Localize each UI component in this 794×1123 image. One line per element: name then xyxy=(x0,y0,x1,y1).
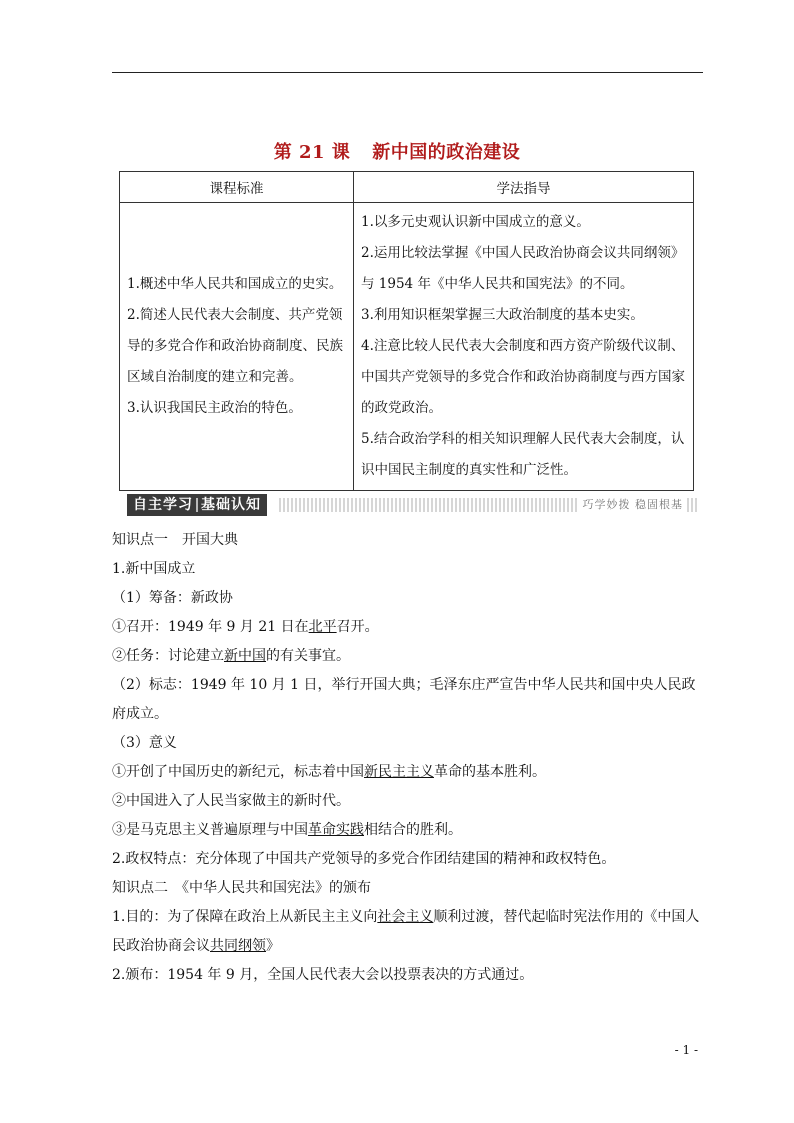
content-line: 2.政权特点：充分体现了中国共产党领导的多党合作团结建国的精神和政权特色。 xyxy=(112,851,616,867)
method-item: 5.结合政治学科的相关知识理解人民代表大会制度，认识中国民主制度的真实性和广泛性。 xyxy=(361,431,685,478)
content-line: ①开创了中国历史的新纪元，标志着中国新民主主义革命的基本胜利。 xyxy=(112,764,546,780)
content-line: ③是马克思主义普遍原理与中国革命实践相结合的胜利。 xyxy=(112,822,462,838)
curriculum-table xyxy=(119,171,694,491)
content-line: 1.新中国成立 xyxy=(112,561,196,577)
banner-label-part2: 基础认知 xyxy=(201,497,261,513)
content-line: （3）意义 xyxy=(112,735,177,751)
content-line: ②任务：讨论建立新中国的有关事宜。 xyxy=(112,648,350,664)
content-line: （1）筹备：新政协 xyxy=(112,590,233,606)
banner-tagline: 巧学妙拨 稳固根基 xyxy=(579,496,688,512)
standard-item: 2.简述人民代表大会制度、共产党领导的多党合作和政治协商制度、民族区域自治制度的建立和完善。 xyxy=(127,307,343,385)
blank-answer: 新中国 xyxy=(224,648,266,664)
banner-label-part1: 自主学习 xyxy=(133,497,193,513)
knowledge-heading: 知识点一 开国大典 xyxy=(112,532,238,548)
content-line: 1.目的：为了保障在政治上从新民主主义向社会主义顺利过渡，替代起临时宪法作用的《中国人民政治协商会议共同纲领》 xyxy=(112,909,700,954)
blank-answer: 北平 xyxy=(308,619,337,635)
method-item: 1.以多元史观认识新中国成立的意义。 xyxy=(361,214,590,230)
standard-item: 3.认识我国民主政治的特色。 xyxy=(127,400,302,416)
header-rule xyxy=(112,72,703,73)
standard-item: 1.概述中华人民共和国成立的史实。 xyxy=(127,276,343,292)
content-line: （2）标志：1949 年 10 月 1 日，举行开国大典；毛泽东庄严宣告中华人民共和国中央人民政府成立。 xyxy=(112,677,696,722)
method-item: 2.运用比较法掌握《中国人民政治协商会议共同纲领》与 1954 年《中华人民共和国宪法》的不同。 xyxy=(361,245,685,292)
standards-cell xyxy=(120,203,354,491)
banner-label xyxy=(127,494,267,516)
table-header-methods: 学法指导 xyxy=(354,172,694,203)
lesson-name: 新中国的政治建设 xyxy=(372,142,521,163)
blank-answer: 社会主义 xyxy=(377,909,434,925)
blank-answer: 共同纲领 xyxy=(210,938,266,954)
content-line: ②中国进入了人民当家做主的新时代。 xyxy=(112,793,350,809)
blank-answer: 革命实践 xyxy=(308,822,364,838)
method-item: 3.利用知识框架掌握三大政治制度的基本史实。 xyxy=(361,307,644,323)
page-title xyxy=(0,138,794,164)
knowledge-heading: 知识点二 《中华人民共和国宪法》的颁布 xyxy=(112,880,371,896)
methods-cell xyxy=(354,203,694,491)
method-item: 4.注意比较人民代表大会制度和西方资产阶级代议制、中国共产党领导的多党合作和政治协商制度与西方国家的政党政治。 xyxy=(361,338,685,416)
table-header-standards: 课程标准 xyxy=(120,172,354,203)
lesson-number: 第 21 课 xyxy=(273,142,351,163)
content-line: 2.颁布：1954 年 9 月，全国人民代表大会以投票表决的方式通过。 xyxy=(112,967,534,983)
content-line: ①召开：1949 年 9 月 21 日在北平召开。 xyxy=(112,619,379,635)
section-banner xyxy=(119,494,699,516)
content-body xyxy=(112,526,704,990)
blank-answer: 新民主主义 xyxy=(364,764,434,780)
page-number: - 1 - xyxy=(674,1043,698,1057)
